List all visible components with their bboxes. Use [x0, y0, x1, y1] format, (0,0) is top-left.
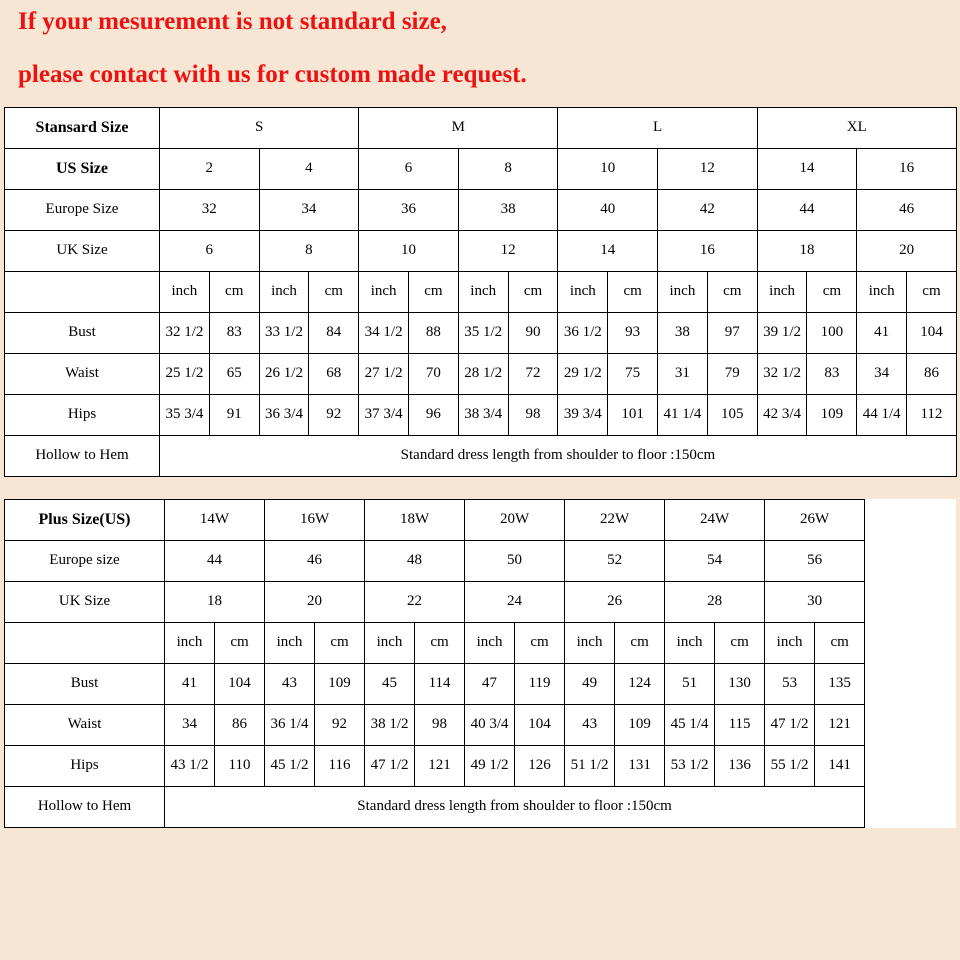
plus-cell-bust-10: 51 [665, 663, 715, 704]
cell-hips-9: 101 [608, 394, 658, 435]
plus-cell-waist-5: 98 [415, 704, 465, 745]
plus-unit-cell-3: cm [315, 622, 365, 663]
plus-cell-uk-6: 30 [765, 581, 865, 622]
cell-waist-0: 25 1/2 [160, 353, 210, 394]
plus-unit-cell-8: inch [565, 622, 615, 663]
plus-cell-uk-0: 18 [165, 581, 265, 622]
plus-unit-cell-13: cm [815, 622, 865, 663]
row-label-hollow-to-hem: Hollow to Hem [5, 435, 160, 476]
cell-waist-6: 28 1/2 [458, 353, 508, 394]
cell-us-size-6: 14 [757, 148, 857, 189]
cell-uk-size-2: 10 [359, 230, 459, 271]
table-row [5, 540, 865, 581]
plus-cell-hips-0: 43 1/2 [165, 745, 215, 786]
group-header-m: M [359, 107, 558, 148]
plus-size-header-1: 16W [265, 499, 365, 540]
group-header-xl: XL [757, 107, 956, 148]
cell-waist-8: 29 1/2 [558, 353, 608, 394]
cell-uk-size-5: 16 [658, 230, 758, 271]
plus-row-label-hips: Hips [5, 745, 165, 786]
cell-waist-14: 34 [857, 353, 907, 394]
cell-hips-3: 92 [309, 394, 359, 435]
unit-cell-1: cm [209, 271, 259, 312]
plus-cell-bust-11: 130 [715, 663, 765, 704]
plus-unit-cell-2: inch [265, 622, 315, 663]
cell-us-size-1: 4 [259, 148, 359, 189]
plus-cell-europe-2: 48 [365, 540, 465, 581]
table-row [5, 271, 957, 312]
plus-cell-uk-5: 28 [665, 581, 765, 622]
plus-cell-uk-4: 26 [565, 581, 665, 622]
plus-unit-cell-6: inch [465, 622, 515, 663]
plus-cell-hips-13: 141 [815, 745, 865, 786]
cell-bust-11: 97 [707, 312, 757, 353]
table-row [5, 107, 957, 148]
unit-cell-4: inch [359, 271, 409, 312]
cell-bust-13: 100 [807, 312, 857, 353]
cell-us-size-0: 2 [160, 148, 260, 189]
cell-europe-size-5: 42 [658, 189, 758, 230]
cell-europe-size-7: 46 [857, 189, 957, 230]
plus-hollow-to-hem-note: Standard dress length from shoulder to floor :150cm [165, 786, 865, 827]
plus-cell-hips-8: 51 1/2 [565, 745, 615, 786]
plus-row-label-waist: Waist [5, 704, 165, 745]
plus-cell-europe-5: 54 [665, 540, 765, 581]
plus-row-label-hollow-to-hem: Hollow to Hem [5, 786, 165, 827]
unit-row-corner [5, 271, 160, 312]
plus-cell-bust-4: 45 [365, 663, 415, 704]
cell-uk-size-1: 8 [259, 230, 359, 271]
plus-cell-hips-5: 121 [415, 745, 465, 786]
plus-unit-cell-12: inch [765, 622, 815, 663]
cell-hips-11: 105 [707, 394, 757, 435]
unit-cell-0: inch [160, 271, 210, 312]
cell-hips-13: 109 [807, 394, 857, 435]
unit-cell-12: inch [757, 271, 807, 312]
cell-waist-9: 75 [608, 353, 658, 394]
plus-unit-cell-0: inch [165, 622, 215, 663]
plus-cell-hips-11: 136 [715, 745, 765, 786]
cell-europe-size-0: 32 [160, 189, 260, 230]
plus-cell-uk-2: 22 [365, 581, 465, 622]
plus-cell-bust-7: 119 [515, 663, 565, 704]
cell-bust-3: 84 [309, 312, 359, 353]
plus-cell-europe-0: 44 [165, 540, 265, 581]
cell-bust-2: 33 1/2 [259, 312, 309, 353]
cell-waist-12: 32 1/2 [757, 353, 807, 394]
cell-us-size-4: 10 [558, 148, 658, 189]
cell-bust-10: 38 [658, 312, 708, 353]
cell-hips-10: 41 1/4 [658, 394, 708, 435]
plus-cell-hips-1: 110 [215, 745, 265, 786]
plus-size-header-2: 18W [365, 499, 465, 540]
plus-unit-cell-1: cm [215, 622, 265, 663]
plus-cell-bust-8: 49 [565, 663, 615, 704]
cell-hips-7: 98 [508, 394, 558, 435]
cell-bust-14: 41 [857, 312, 907, 353]
cell-bust-5: 88 [409, 312, 459, 353]
plus-cell-hips-3: 116 [315, 745, 365, 786]
plus-row-label-bust: Bust [5, 663, 165, 704]
plus-cell-waist-0: 34 [165, 704, 215, 745]
cell-bust-6: 35 1/2 [458, 312, 508, 353]
headline-line-2: please contact with us for custom made request. [18, 61, 527, 89]
cell-us-size-5: 12 [658, 148, 758, 189]
cell-hips-4: 37 3/4 [359, 394, 409, 435]
plus-cell-hips-4: 47 1/2 [365, 745, 415, 786]
unit-cell-8: inch [558, 271, 608, 312]
plus-cell-europe-3: 50 [465, 540, 565, 581]
unit-cell-15: cm [907, 271, 957, 312]
cell-uk-size-4: 14 [558, 230, 658, 271]
cell-us-size-7: 16 [857, 148, 957, 189]
cell-waist-15: 86 [907, 353, 957, 394]
cell-bust-8: 36 1/2 [558, 312, 608, 353]
cell-hips-5: 96 [409, 394, 459, 435]
plus-unit-cell-7: cm [515, 622, 565, 663]
cell-waist-4: 27 1/2 [359, 353, 409, 394]
cell-hips-1: 91 [209, 394, 259, 435]
plus-cell-hips-9: 131 [615, 745, 665, 786]
plus-cell-waist-3: 92 [315, 704, 365, 745]
cell-europe-size-3: 38 [458, 189, 558, 230]
plus-cell-bust-13: 135 [815, 663, 865, 704]
cell-waist-11: 79 [707, 353, 757, 394]
unit-cell-14: inch [857, 271, 907, 312]
plus-cell-europe-1: 46 [265, 540, 365, 581]
plus-cell-europe-6: 56 [765, 540, 865, 581]
plus-size-header-6: 26W [765, 499, 865, 540]
unit-cell-10: inch [658, 271, 708, 312]
table-row [5, 353, 957, 394]
plus-cell-waist-11: 115 [715, 704, 765, 745]
cell-bust-7: 90 [508, 312, 558, 353]
table-row [5, 499, 865, 540]
cell-uk-size-3: 12 [458, 230, 558, 271]
standard-size-table-wrapper [4, 107, 956, 477]
table-row [5, 189, 957, 230]
plus-cell-waist-9: 109 [615, 704, 665, 745]
plus-cell-waist-13: 121 [815, 704, 865, 745]
plus-unit-row-corner [5, 622, 165, 663]
plus-cell-bust-6: 47 [465, 663, 515, 704]
plus-cell-uk-3: 24 [465, 581, 565, 622]
cell-hips-8: 39 3/4 [558, 394, 608, 435]
plus-cell-bust-12: 53 [765, 663, 815, 704]
plus-cell-waist-10: 45 1/4 [665, 704, 715, 745]
cell-bust-4: 34 1/2 [359, 312, 409, 353]
headline-line-1: If your mesurement is not standard size, [18, 8, 447, 35]
cell-uk-size-6: 18 [757, 230, 857, 271]
plus-cell-waist-2: 36 1/4 [265, 704, 315, 745]
cell-waist-13: 83 [807, 353, 857, 394]
hollow-to-hem-note: Standard dress length from shoulder to floor :150cm [160, 435, 957, 476]
cell-waist-3: 68 [309, 353, 359, 394]
plus-size-header-5: 24W [665, 499, 765, 540]
cell-hips-0: 35 3/4 [160, 394, 210, 435]
table-row [5, 312, 957, 353]
cell-us-size-2: 6 [359, 148, 459, 189]
plus-cell-waist-7: 104 [515, 704, 565, 745]
table-row [5, 230, 957, 271]
cell-hips-12: 42 3/4 [757, 394, 807, 435]
plus-cell-bust-2: 43 [265, 663, 315, 704]
cell-waist-5: 70 [409, 353, 459, 394]
table-row [5, 745, 865, 786]
cell-uk-size-7: 20 [857, 230, 957, 271]
table-row [5, 786, 865, 827]
row-label-uk-size: UK Size [5, 230, 160, 271]
plus-cell-hips-7: 126 [515, 745, 565, 786]
plus-size-header-0: 14W [165, 499, 265, 540]
plus-unit-cell-4: inch [365, 622, 415, 663]
plus-unit-cell-11: cm [715, 622, 765, 663]
cell-waist-2: 26 1/2 [259, 353, 309, 394]
table-row [5, 704, 865, 745]
cell-europe-size-1: 34 [259, 189, 359, 230]
plus-row-label-europe-size: Europe size [5, 540, 165, 581]
plus-cell-hips-10: 53 1/2 [665, 745, 715, 786]
plus-size-header-3: 20W [465, 499, 565, 540]
cell-hips-6: 38 3/4 [458, 394, 508, 435]
cell-waist-1: 65 [209, 353, 259, 394]
plus-row-label-uk-size: UK Size [5, 581, 165, 622]
group-header-s: S [160, 107, 359, 148]
cell-bust-0: 32 1/2 [160, 312, 210, 353]
plus-unit-cell-9: cm [615, 622, 665, 663]
cell-uk-size-0: 6 [160, 230, 260, 271]
table-row [5, 663, 865, 704]
standard-size-table [4, 107, 957, 477]
group-header-l: L [558, 107, 757, 148]
row-label-europe-size: Europe Size [5, 189, 160, 230]
cell-hips-14: 44 1/4 [857, 394, 907, 435]
unit-cell-9: cm [608, 271, 658, 312]
plus-cell-hips-6: 49 1/2 [465, 745, 515, 786]
plus-cell-waist-1: 86 [215, 704, 265, 745]
cell-europe-size-6: 44 [757, 189, 857, 230]
plus-unit-cell-5: cm [415, 622, 465, 663]
table-row [5, 394, 957, 435]
cell-europe-size-2: 36 [359, 189, 459, 230]
plus-cell-waist-8: 43 [565, 704, 615, 745]
plus-cell-bust-5: 114 [415, 663, 465, 704]
unit-cell-7: cm [508, 271, 558, 312]
cell-bust-9: 93 [608, 312, 658, 353]
unit-cell-5: cm [409, 271, 459, 312]
plus-cell-bust-1: 104 [215, 663, 265, 704]
cell-bust-15: 104 [907, 312, 957, 353]
table-row [5, 581, 865, 622]
plus-size-table-wrapper [4, 499, 956, 828]
cell-waist-7: 72 [508, 353, 558, 394]
plus-cell-uk-1: 20 [265, 581, 365, 622]
cell-bust-12: 39 1/2 [757, 312, 807, 353]
table-row [5, 435, 957, 476]
cell-bust-1: 83 [209, 312, 259, 353]
cell-waist-10: 31 [658, 353, 708, 394]
row-label-us-size: US Size [5, 148, 160, 189]
plus-size-header-4: 22W [565, 499, 665, 540]
cell-hips-2: 36 3/4 [259, 394, 309, 435]
row-label-hips: Hips [5, 394, 160, 435]
row-label-bust: Bust [5, 312, 160, 353]
table-row [5, 148, 957, 189]
cell-europe-size-4: 40 [558, 189, 658, 230]
cell-us-size-3: 8 [458, 148, 558, 189]
plus-size-table [4, 499, 865, 828]
plus-cell-bust-9: 124 [615, 663, 665, 704]
plus-cell-hips-12: 55 1/2 [765, 745, 815, 786]
plus-cell-hips-2: 45 1/2 [265, 745, 315, 786]
plus-cell-bust-0: 41 [165, 663, 215, 704]
cell-hips-15: 112 [907, 394, 957, 435]
plus-cell-waist-4: 38 1/2 [365, 704, 415, 745]
unit-cell-11: cm [707, 271, 757, 312]
unit-cell-6: inch [458, 271, 508, 312]
plus-unit-cell-10: inch [665, 622, 715, 663]
unit-cell-13: cm [807, 271, 857, 312]
unit-cell-2: inch [259, 271, 309, 312]
plus-cell-europe-4: 52 [565, 540, 665, 581]
table-row [5, 622, 865, 663]
plus-cell-bust-3: 109 [315, 663, 365, 704]
standard-corner-label: Stansard Size [5, 107, 160, 148]
row-label-waist: Waist [5, 353, 160, 394]
unit-cell-3: cm [309, 271, 359, 312]
plus-corner-label: Plus Size(US) [5, 499, 165, 540]
plus-cell-waist-12: 47 1/2 [765, 704, 815, 745]
plus-cell-waist-6: 40 3/4 [465, 704, 515, 745]
